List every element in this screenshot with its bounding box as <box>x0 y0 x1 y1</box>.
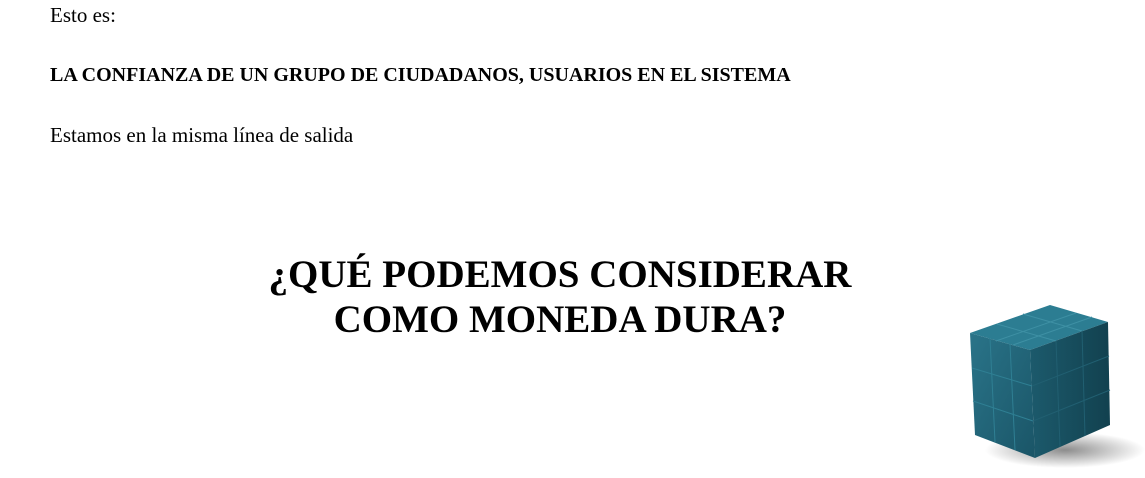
intro-text: Esto es: <box>50 3 116 27</box>
cube-icon <box>955 300 1145 473</box>
cube-decoration <box>955 300 1145 473</box>
question-title <box>160 252 960 342</box>
note-text: Estamos en la misma línea de salida <box>50 123 354 147</box>
cube-front-face <box>970 333 1035 458</box>
question-line-1: ¿QUÉ PODEMOS CONSIDERAR <box>268 253 852 296</box>
statement-heading: LA CONFIANZA DE UN GRUPO DE CIUDADANOS, USUARIOS EN EL SISTEMA <box>50 64 791 86</box>
question-line-2: COMO MONEDA DURA? <box>333 298 787 341</box>
